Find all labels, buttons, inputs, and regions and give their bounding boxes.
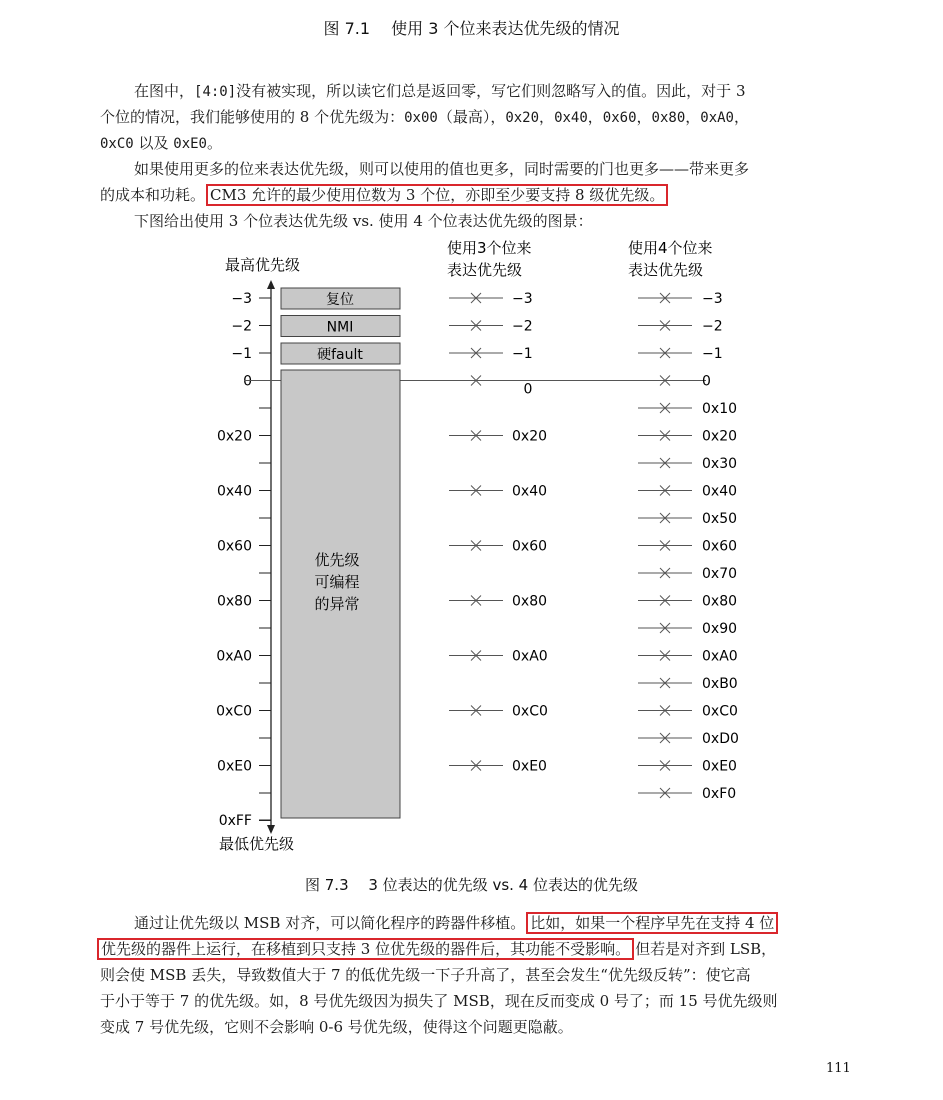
code: 0xE0	[173, 136, 207, 152]
col4-label: 0xF0	[702, 786, 737, 802]
programmable-priority-label: 优先级	[314, 551, 360, 569]
col4-label: 0xD0	[702, 731, 739, 747]
col3-label: −3	[512, 291, 533, 307]
axis-bottom-label: 最低优先级	[219, 835, 295, 853]
col4-label: 0x90	[702, 621, 738, 637]
axis-tick-label: 0x40	[216, 483, 252, 500]
axis-tick-label: 0xFF	[218, 813, 252, 829]
axis-tick-label: −1	[231, 346, 252, 362]
programmable-priority-label: 可编程	[314, 573, 360, 591]
paragraph-4-line-4: 于小于等于 7 的优先级。如，8 号优先级因为损失了 MSB，现在反而变成 0 号了；而 15 号优先级则	[100, 992, 778, 1010]
col4-label: 0	[702, 373, 711, 390]
paragraph-2-line-1: 如果使用更多的位来表达优先级，则可以使用的值也更多，同时需要的门也更多——带来更多	[134, 160, 750, 178]
fixed-priority-label: 硬fault	[317, 347, 363, 363]
col3-label: −2	[512, 318, 533, 335]
col3-label: 0x40	[512, 483, 548, 500]
axis-arrow-down	[267, 825, 275, 834]
code: 0x40	[554, 110, 588, 126]
axis-tick-label: 0x80	[216, 593, 252, 610]
figure-7-1-caption: 图 7.1 使用 3 个位来表达优先级的情况	[323, 19, 620, 38]
col4-label: 0x70	[702, 566, 738, 582]
code: 0x20	[505, 110, 540, 126]
col3-label: 0x80	[512, 593, 548, 610]
col4-label: −2	[702, 318, 723, 335]
col4-label: 0xC0	[702, 703, 738, 720]
col4-label: 0x60	[702, 538, 738, 555]
figure-7-3-caption: 图 7.3 3 位表达的优先级 vs. 4 位表达的优先级	[304, 876, 638, 894]
text: ，	[636, 108, 652, 126]
col4-label: −1	[702, 346, 723, 362]
col3-label: 0	[523, 381, 533, 398]
text: ，	[685, 108, 701, 126]
code: 0x00	[404, 110, 438, 126]
code: 0xC0	[100, 136, 134, 152]
text: 以及	[133, 134, 174, 152]
code: 0xA0	[700, 110, 734, 126]
col4-label: 0x40	[702, 483, 738, 500]
col4-label: 0x50	[702, 511, 738, 527]
text: （最高），	[437, 108, 506, 126]
highlight-box: 优先级的器件上运行，在移植到只支持 3 位优先级的器件后，其功能不受影响。	[97, 938, 634, 960]
col4-label: 0xE0	[702, 758, 737, 775]
axis-tick-label: 0	[243, 373, 252, 390]
paragraph-4-line-3: 则会使 MSB 丢失，导致数值大于 7 的低优先级一下子升高了，甚至会发生“优先级反转”：使它高	[100, 966, 751, 984]
col4-header: 表达优先级	[628, 261, 704, 279]
paragraph-4-line-1	[134, 910, 779, 936]
axis-tick-label: 0xA0	[216, 648, 252, 665]
text: 。	[206, 134, 222, 152]
col3-label: 0x20	[512, 428, 548, 445]
col4-label: 0x10	[702, 401, 738, 417]
axis-tick-label: −3	[231, 291, 252, 307]
text: 通过让优先级以 MSB 对齐，可以简化程序的跨器件移植。	[134, 914, 526, 932]
text: 在图中，	[134, 82, 195, 100]
text: 个位的情况，我们能够使用的 8 个优先级为：	[100, 108, 405, 126]
text: 但若是对齐到 LSB，	[635, 940, 777, 958]
text: ，	[539, 108, 555, 126]
fixed-priority-label: NMI	[326, 319, 354, 336]
axis-arrow-up	[267, 280, 275, 289]
col3-label: 0xA0	[512, 648, 548, 665]
col3-label: 0xE0	[512, 758, 547, 775]
paragraph-4-line-5: 变成 7 号优先级，它则不会影响 0-6 号优先级，使得这个问题更隐蔽。	[100, 1018, 573, 1036]
axis-tick-label: 0x60	[216, 538, 252, 555]
col4-label: 0x80	[702, 593, 738, 610]
text: ，	[587, 108, 603, 126]
col3-header: 使用3个位来	[447, 239, 532, 257]
highlight-box: CM3 允许的最少使用位数为 3 个位，亦即至少要支持 8 级优先级。	[206, 184, 668, 206]
text: ，	[733, 108, 749, 126]
text: 没有被实现，所以读它们总是返回零，写它们则忽略写入的值。因此，对于 3	[236, 82, 746, 100]
axis-tick-label: −2	[231, 318, 252, 335]
col4-label: 0x20	[702, 428, 738, 445]
paragraph-4-line-2	[96, 936, 776, 962]
code: 0x80	[651, 110, 686, 126]
col4-label: 0x30	[702, 456, 738, 472]
col3-label: −1	[512, 346, 533, 362]
fixed-priority-label: 复位	[326, 292, 354, 308]
axis-tick-label: 0xC0	[216, 703, 252, 720]
code: 0x60	[602, 110, 637, 126]
col3-header: 表达优先级	[447, 261, 523, 279]
col3-label: 0xC0	[512, 703, 548, 720]
text: 的成本和功耗。	[100, 186, 206, 204]
col3-label: 0x60	[512, 538, 548, 555]
axis-tick-label: 0x20	[216, 428, 252, 445]
col4-label: 0xB0	[702, 676, 738, 692]
col4-header: 使用4个位来	[628, 239, 713, 257]
axis-top-label: 最高优先级	[225, 256, 301, 274]
col4-label: 0xA0	[702, 648, 738, 665]
programmable-priority-label: 的异常	[314, 595, 360, 613]
code: [4:0]	[194, 84, 237, 100]
highlight-box: 比如，如果一个程序早先在支持 4 位	[526, 912, 778, 934]
col4-label: −3	[702, 291, 723, 307]
page-number: 111	[826, 1061, 851, 1076]
paragraph-3: 下图给出使用 3 个位表达优先级 vs. 使用 4 个位表达优先级的图景：	[134, 212, 593, 230]
axis-tick-label: 0xE0	[217, 758, 252, 775]
programmable-priority-box	[281, 370, 400, 818]
